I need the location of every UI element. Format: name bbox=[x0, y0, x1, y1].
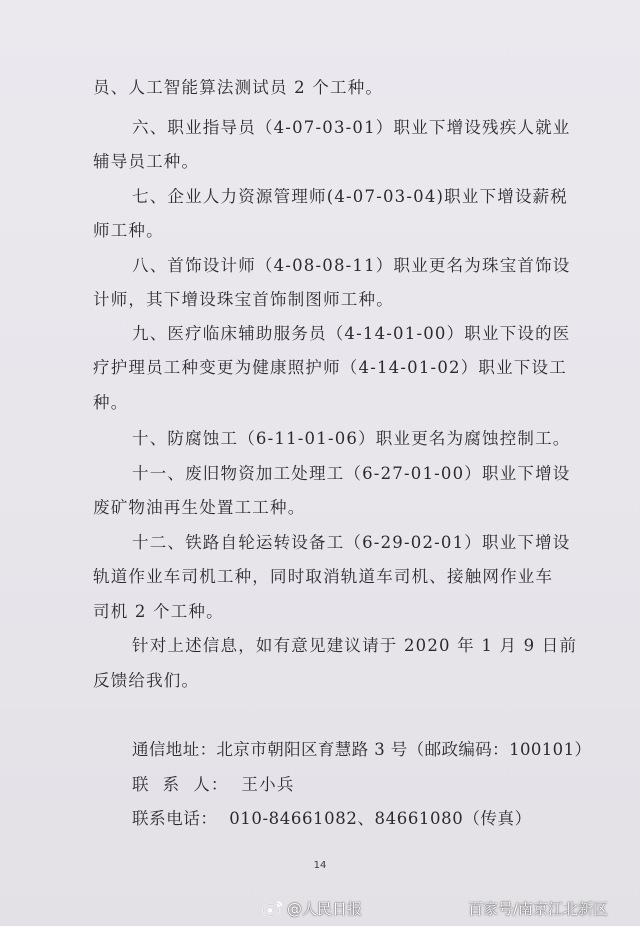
contact-person: 联 系 人： 王小兵 bbox=[132, 775, 295, 794]
text-line-10: 种。 bbox=[93, 393, 129, 412]
watermark-baijiahao-text: 百家号/南京江北新区 bbox=[468, 899, 609, 918]
text-line-3: 辅导员工种。 bbox=[93, 152, 200, 171]
text-line-9: 疗护理员工种变更为健康照护师（4-14-01-02）职业下设工 bbox=[93, 358, 567, 377]
text-line-8: 九、医疗临床辅助服务员（4-14-01-00）职业下设的医 bbox=[132, 324, 571, 343]
contact-phone: 联系电话： 010-84661082、84661080（传真） bbox=[132, 809, 532, 828]
page-number: 14 bbox=[313, 860, 327, 871]
text-line-7: 计师，其下增设珠宝首饰制图师工种。 bbox=[93, 290, 394, 309]
text-line-12: 十一、废旧物资加工处理工（6-27-01-00）职业下增设 bbox=[132, 464, 571, 483]
text-line-14: 十二、铁路自轮运转设备工（6-29-02-01）职业下增设 bbox=[132, 533, 571, 552]
text-line-11: 十、防腐蚀工（6-11-01-06）职业更名为腐蚀控制工。 bbox=[132, 429, 571, 448]
watermark-weibo bbox=[262, 897, 362, 919]
text-line-5: 师工种。 bbox=[93, 221, 164, 240]
text-line-4: 七、企业人力资源管理师(4-07-03-04)职业下增设薪税 bbox=[132, 187, 569, 206]
watermark-baijiahao bbox=[468, 897, 608, 919]
watermark-weibo-text: @人民日报 bbox=[287, 899, 363, 918]
text-line-15: 轨道作业车司机工种，同时取消轨道车司机、接触网作业车 bbox=[93, 567, 554, 586]
text-line-17: 针对上述信息，如有意见建议请于 2020 年 1 月 9 日前 bbox=[132, 636, 578, 655]
contact-address: 通信地址：北京市朝阳区育慧路 3 号（邮政编码：100101） bbox=[132, 740, 592, 759]
text-line-1: 员、人工智能算法测试员 2 个工种。 bbox=[93, 78, 384, 97]
text-line-18: 反馈给我们。 bbox=[93, 671, 200, 690]
text-line-13: 废矿物油再生处置工工种。 bbox=[93, 498, 306, 517]
text-line-16: 司机 2 个工种。 bbox=[93, 602, 224, 621]
weibo-icon bbox=[262, 899, 284, 917]
text-line-6: 八、首饰设计师（4-08-08-11）职业更名为珠宝首饰设 bbox=[132, 256, 571, 275]
text-line-2: 六、职业指导员（4-07-03-01）职业下增设残疾人就业 bbox=[132, 118, 571, 137]
